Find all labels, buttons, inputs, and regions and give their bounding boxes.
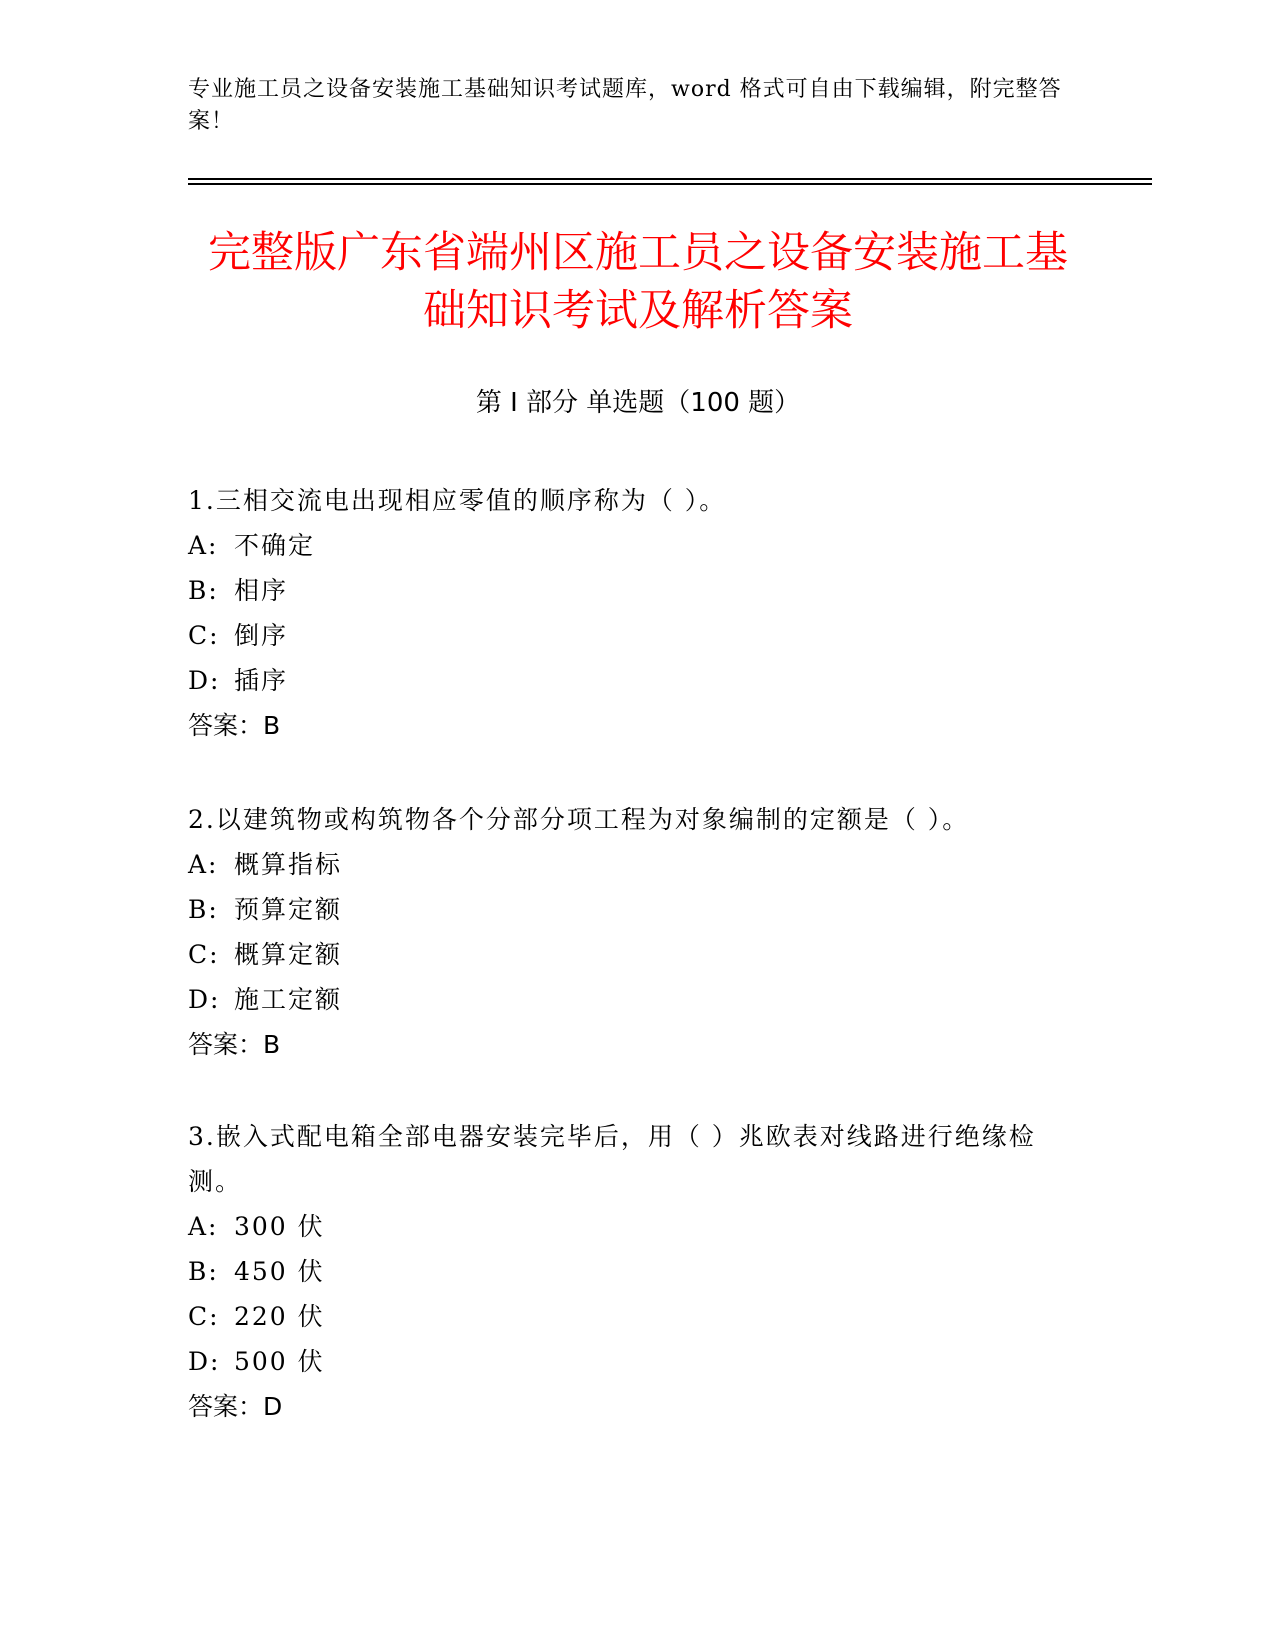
option-letter: D: <box>188 666 221 695</box>
header-note: 专业施工员之设备安装施工基础知识考试题库，word 格式可自由下载编辑，附完整答案！ <box>188 77 1062 134</box>
option-letter: D: <box>188 985 221 1014</box>
option-c <box>188 613 1068 658</box>
option-c <box>188 932 1068 977</box>
option-text: 450 伏 <box>234 1257 325 1286</box>
option-text: 相序 <box>234 576 289 605</box>
option-b <box>188 568 1068 613</box>
option-letter: A: <box>188 850 219 879</box>
option-d <box>188 658 1068 703</box>
option-text: 施工定额 <box>234 985 343 1014</box>
option-a <box>188 842 1068 887</box>
option-c <box>188 1294 1068 1339</box>
option-letter: A: <box>188 1212 219 1241</box>
document-title: 完整版广东省端州区施工员之设备安装施工基础知识考试及解析答案 <box>208 228 1068 336</box>
question-block <box>188 1114 1068 1429</box>
option-letter: B: <box>188 1257 219 1286</box>
option-a <box>188 1204 1068 1249</box>
option-b <box>188 887 1068 932</box>
answer-line: 答案：D <box>188 1392 283 1421</box>
question-text: 2.以建筑物或构筑物各个分部分项工程为对象编制的定额是（ ）。 <box>188 805 970 834</box>
option-text: 概算定额 <box>234 940 343 969</box>
option-text: 倒序 <box>234 621 289 650</box>
option-letter: C: <box>188 940 220 969</box>
question-text: 3.嵌入式配电箱全部电器安装完毕后，用（ ）兆欧表对线路进行绝缘检测。 <box>188 1122 1036 1196</box>
header-divider-top <box>188 178 1152 180</box>
option-text: 概算指标 <box>234 850 343 879</box>
answer-line: 答案：B <box>188 711 281 740</box>
answer-line: 答案：B <box>188 1030 281 1059</box>
question-text: 1.三相交流电出现相应零值的顺序称为（ ）。 <box>188 486 727 515</box>
question-block <box>188 478 1068 748</box>
option-letter: D: <box>188 1347 221 1376</box>
option-text: 300 伏 <box>234 1212 325 1241</box>
option-d <box>188 977 1068 1022</box>
option-text: 不确定 <box>234 531 316 560</box>
option-text: 插序 <box>234 666 289 695</box>
option-letter: C: <box>188 621 220 650</box>
option-letter: B: <box>188 895 219 924</box>
option-text: 220 伏 <box>234 1302 325 1331</box>
option-text: 500 伏 <box>234 1347 325 1376</box>
option-b <box>188 1249 1068 1294</box>
option-a <box>188 523 1068 568</box>
question-block <box>188 797 1068 1067</box>
option-letter: C: <box>188 1302 220 1331</box>
option-letter: B: <box>188 576 219 605</box>
option-letter: A: <box>188 531 219 560</box>
option-d <box>188 1339 1068 1384</box>
option-text: 预算定额 <box>234 895 343 924</box>
section-heading: 第 I 部分 单选题（100 题） <box>475 388 801 418</box>
header-divider-bottom <box>188 183 1152 185</box>
